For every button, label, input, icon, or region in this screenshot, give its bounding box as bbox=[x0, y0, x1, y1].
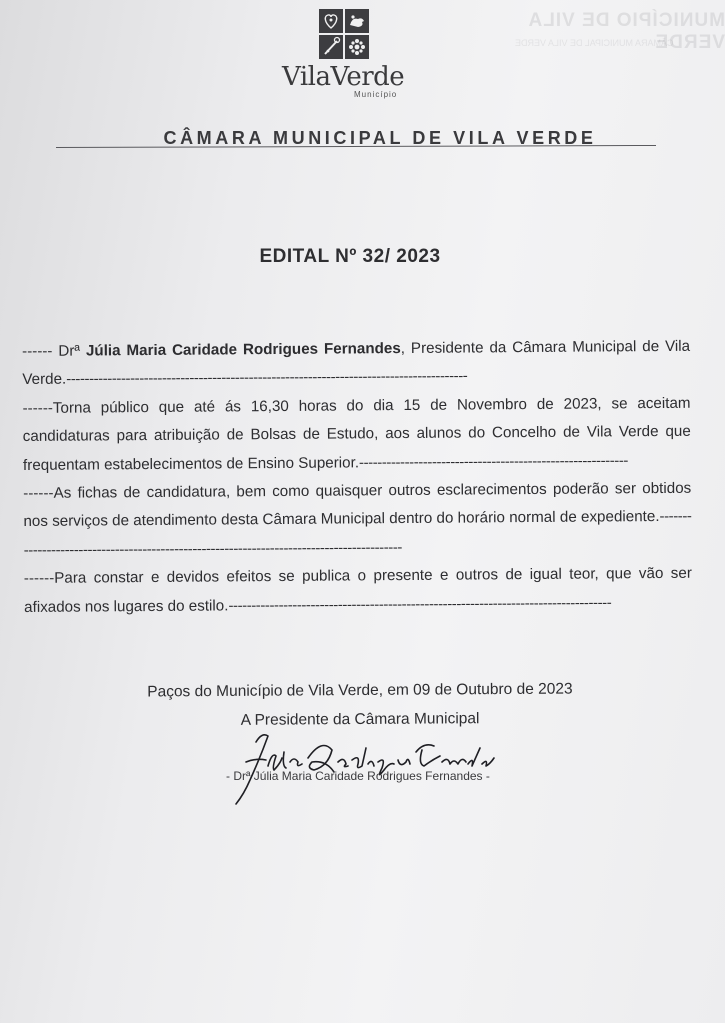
president-name: Júlia Maria Caridade Rodrigues Fernandes bbox=[85, 340, 401, 360]
logo-wordmark: VilaVerde bbox=[282, 62, 405, 92]
paragraph-4-dashes: ------------------------------------------------------------------------------------ bbox=[228, 594, 612, 615]
paragraph-2 bbox=[22, 390, 691, 480]
municipal-emblem-icon bbox=[318, 8, 370, 60]
paragraph-4 bbox=[24, 560, 692, 622]
paragraph-1-dashes: ---------------------------------------------------------------------------------------- bbox=[66, 367, 468, 389]
paragraph-1 bbox=[22, 333, 690, 395]
paragraph-4-text: ------Para constar e devidos efeitos se publica o presente e outros de igual teor, que vão ser afixados nos lugares do estilo. bbox=[23, 564, 692, 616]
paragraph-3 bbox=[23, 475, 692, 565]
logo-subtitle: Município bbox=[354, 90, 398, 99]
edital-body bbox=[22, 333, 692, 622]
paragraph-2-dashes: ----------------------------------------------------------- bbox=[358, 451, 628, 471]
paragraph-3-text: ------As fichas de candidatura, bem como quaisquer outros esclarecimentos poderão ser obtidos nos serviços de atendimento desta Câmara Municipal dentro do horário normal de expediente. bbox=[23, 479, 692, 531]
chamber-title: CÂMARA MUNICIPAL DE VILA VERDE bbox=[163, 128, 597, 148]
paragraph-1-prefix: ------ Drª bbox=[22, 342, 86, 360]
paragraph-1-rest: , Presidente da Câmara Municipal de Vila Verde. bbox=[22, 337, 691, 389]
municipality-logo bbox=[282, 62, 412, 104]
bleed-through-text: MUNICÍPIO DE VILA VERDE bbox=[528, 10, 725, 53]
place-date: Paços do Município de Vila Verde, em 09 de Outubro de 2023 bbox=[147, 680, 573, 701]
bleed-through-subtext: CÂMARA MUNICIPAL DE VILA VERDE bbox=[515, 38, 674, 48]
closing-block bbox=[100, 674, 620, 736]
handwritten-signature bbox=[210, 728, 520, 808]
edital-title: EDITAL Nº 32/ 2023 bbox=[259, 246, 441, 267]
paragraph-2-text: ------Torna público que até ás 16,30 horas do dia 15 de Novembro de 2023, se aceitam candidaturas para atribuição de Bolsas de Estudo, aos alunos do Concelho de Vila Verde que frequentam estabelecimentos de Ensino Superior. bbox=[22, 394, 691, 474]
signatory-name: - Drª Júlia Maria Caridade Rodrigues Fernandes - bbox=[226, 769, 490, 783]
signatory-role: A Presidente da Câmara Municipal bbox=[240, 710, 480, 729]
paragraph-3-dashes: ------------------------------------------------------------------------------------------ bbox=[23, 508, 692, 559]
